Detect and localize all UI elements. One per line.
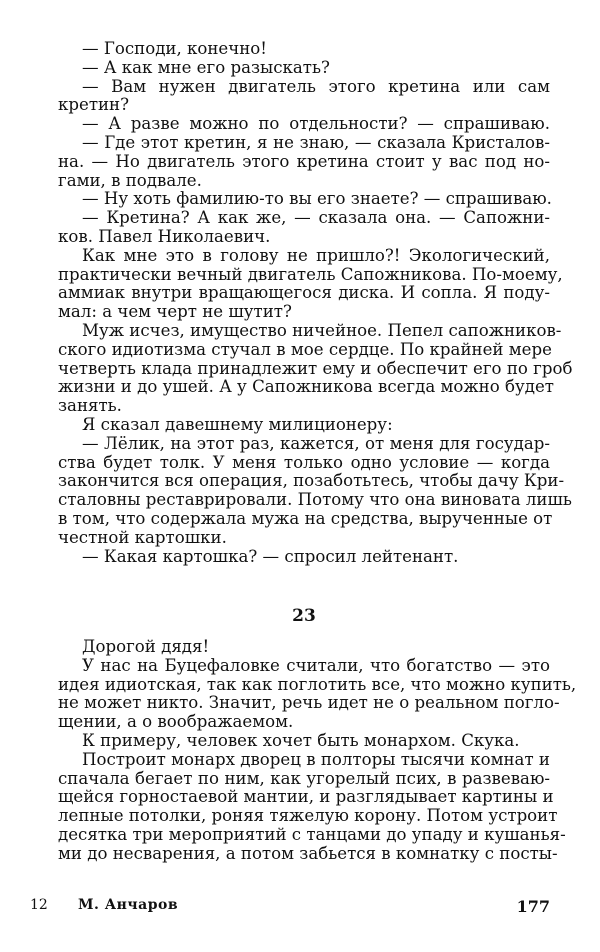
text-line: закончится вся операция, позаботьтесь, чтобы дачу Кри- — [58, 471, 565, 491]
text-line: жизни и до ушей. А у Сапожникова всегда можно будет — [58, 377, 554, 397]
text-line: — Ну хоть фамилию-то вы его знаете? — спрашиваю. — [82, 189, 552, 209]
text-line: К примеру, человек хочет быть монархом. Скука. — [82, 730, 520, 750]
text-line: — Какая картошка? — спросил лейтенант. — [82, 546, 459, 566]
text-line: в том, что содержала мужа на средства, вырученные от — [58, 508, 553, 528]
text-line: гами, в подвале. — [58, 170, 202, 190]
text-line: — Кретина? А как же, — сказала она. — Сапожни- — [82, 208, 550, 228]
text-line: щении, а о воображаемом. — [58, 712, 294, 732]
text-line: сталовны реставрировали. Потому что она виновата лишь — [58, 490, 572, 510]
text-line: мал: а чем черт не шутит? — [58, 302, 292, 322]
text-line: Как мне это в голову не пришло?! Экологический, — [82, 245, 550, 265]
text-line: идея идиотская, так как поглотить все, что можно купить, — [58, 674, 577, 694]
text-line: — А разве можно по отдельности? — спрашиваю. — [82, 114, 550, 134]
text-line: Дорогой дядя! — [82, 637, 210, 656]
text-line: щейся горностаевой мантии, и разглядывает картины и — [58, 787, 554, 807]
author-name: М. Анчаров — [78, 897, 179, 913]
text-line: лепные потолки, роняя тяжелую корону. Потом устроит — [58, 806, 558, 826]
text-line: Я сказал давешнему милиционеру: — [82, 414, 393, 434]
body-text-top — [58, 39, 573, 566]
text-line: — А как мне его разыскать? — [82, 57, 330, 77]
text-line: ми до несварения, а потом забьется в комнатку с посты- — [58, 843, 558, 863]
text-line: аммиак внутри вращающегося диска. И сопла. Я поду- — [58, 283, 550, 303]
body-text-letter — [58, 637, 577, 864]
text-line: честной картошки. — [58, 527, 227, 547]
page-footer — [30, 897, 550, 919]
text-line: ков. Павел Николаевич. — [58, 226, 271, 246]
text-line: на. — Но двигатель этого кретина стоит у вас под но- — [58, 151, 550, 171]
text-line: занять. — [58, 396, 122, 416]
chapter-number: 23 — [292, 606, 316, 626]
text-line: спачала бегает по ним, как угорелый псих, в развеваю- — [58, 768, 550, 788]
text-line: — Где этот кретин, я не знаю, — сказала Кристалов- — [82, 132, 550, 152]
text-line: — Вам нужен двигатель этого кретина или сам — [82, 76, 550, 96]
text-line: Построит монарх дворец в полторы тысячи комнат и — [82, 749, 550, 769]
text-line: У нас на Буцефаловке считали, что богатство — это — [82, 655, 550, 675]
text-line: кретин? — [58, 95, 130, 115]
text-line: не может никто. Значит, речь идет не о реальном погло- — [58, 693, 560, 713]
signature-mark: 12 — [30, 897, 48, 913]
text-line: ского идиотизма стучал в мое сердце. По крайней мере — [58, 339, 552, 359]
text-line: десятка три мероприятий с танцами до упаду и кушанья- — [58, 824, 566, 844]
text-line: практически вечный двигатель Сапожникова. По-моему, — [58, 264, 563, 284]
text-line: — Лёлик, на этот раз, кажется, от меня для государ- — [82, 433, 550, 453]
text-line: ства будет толк. У меня только одно условие — когда — [58, 452, 550, 472]
page-number: 177 — [516, 897, 550, 916]
text-line: Муж исчез, имущество ничейное. Пепел сапожников- — [82, 320, 562, 340]
text-line: четверть клада принадлежит ему и обеспечит его по гроб — [58, 358, 573, 378]
text-line: — Господи, конечно! — [82, 39, 267, 58]
